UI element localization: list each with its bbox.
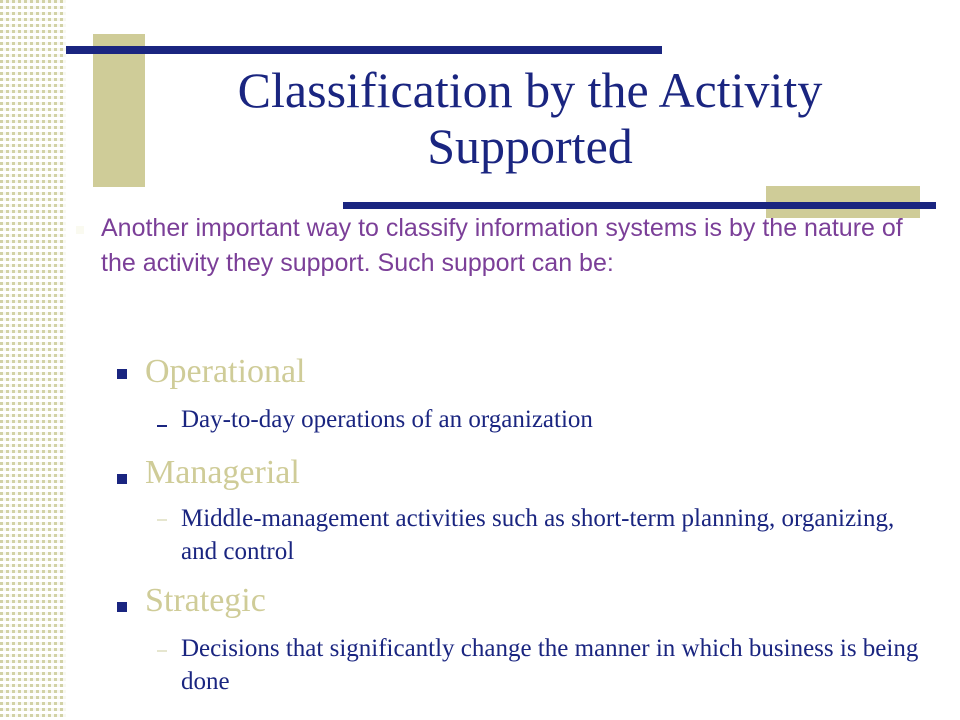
- dash-bullet-icon: [157, 519, 167, 521]
- item-description: Day-to-day operations of an organization: [181, 406, 593, 433]
- item-heading: Operational: [145, 353, 306, 390]
- title-bottom-rule: [343, 202, 936, 209]
- item-heading: Strategic: [145, 582, 266, 619]
- slide-title: Classification by the Activity Supported: [237, 62, 823, 174]
- dash-bullet-icon: [157, 425, 167, 427]
- square-bullet-icon: [117, 602, 127, 612]
- item-description: Middle-management activities such as short-term planning, organizing, and control: [181, 505, 895, 565]
- item-description: Decisions that significantly change the manner in which business is being done: [181, 635, 919, 695]
- intro-bullet-icon: [76, 226, 84, 234]
- intro-paragraph: Another important way to classify information systems is by the nature of the activity they support. Such support can be:: [101, 214, 903, 277]
- square-bullet-icon: [117, 369, 127, 379]
- title-top-rule: [66, 46, 662, 54]
- dash-bullet-icon: [157, 650, 167, 652]
- striped-sidebar-decoration: [0, 0, 66, 720]
- square-bullet-icon: [117, 474, 127, 484]
- item-heading: Managerial: [145, 454, 300, 491]
- title-accent-block-left: [93, 34, 145, 187]
